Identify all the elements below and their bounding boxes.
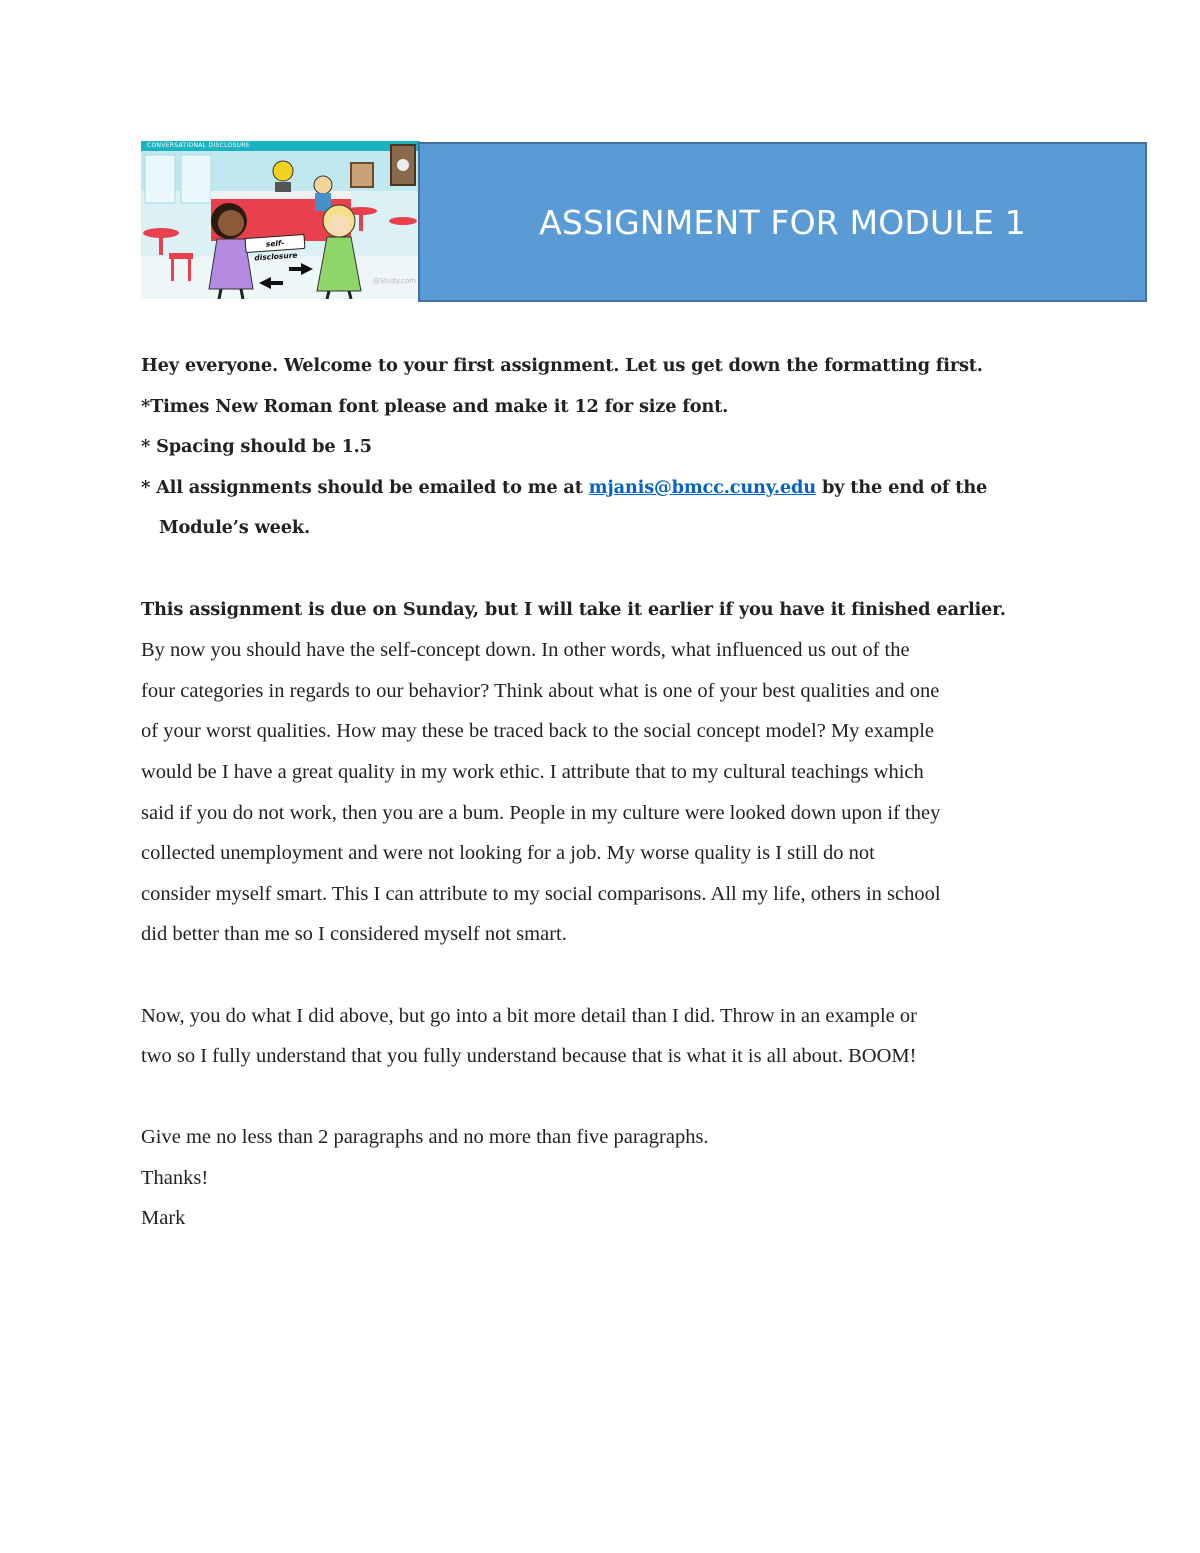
due-note: This assignment is due on Sunday, but I will take it earlier if you have it finished earlier. — [141, 598, 1006, 620]
title-banner — [418, 142, 1147, 302]
email-rule-tail: by the end of the — [815, 476, 988, 498]
paragraph2-line: two so I fully understand that you fully understand because that is what it is all about. BOOM! — [141, 1045, 917, 1068]
thanks-line: Thanks! — [141, 1166, 209, 1189]
spacer — [141, 955, 1081, 996]
image-caption: CONVERSATIONAL DISCLOSURE — [147, 142, 250, 149]
cartoon-scene-image — [141, 141, 420, 299]
paragraph2-line: Now, you do what I did above, but go into a bit more detail than I did. Throw in an example or — [141, 1004, 917, 1027]
paragraph1-line: By now you should have the self-concept down. In other words, what influenced us out of the — [141, 639, 910, 662]
self-disclosure-label: self-disclosure — [245, 234, 306, 253]
signature: Mark — [141, 1207, 186, 1230]
email-link[interactable]: mjanis@bmcc.cuny.edu — [588, 476, 816, 498]
paragraph1-line: said if you do not work, then you are a bum. People in my culture were looked down upon if they — [141, 801, 941, 824]
intro-line: Hey everyone. Welcome to your first assignment. Let us get down the formatting first. — [141, 355, 983, 376]
spacer — [141, 549, 1081, 590]
paragraph1-line: did better than me so I considered myself not smart. — [141, 923, 567, 946]
paragraph1-line: collected unemployment and were not looking for a job. My worse quality is I still do not — [141, 842, 875, 865]
spacer — [141, 1077, 1081, 1118]
paragraph1-line: of your worst qualities. How may these be traced back to the social concept model? My example — [141, 720, 934, 743]
paragraph1-line: four categories in regards to our behavior? Think about what is one of your best qualities and one — [141, 679, 940, 702]
header-illustration — [141, 141, 420, 299]
image-watermark: @Study.com — [372, 277, 416, 285]
document-body — [141, 346, 1081, 1239]
email-rule-line — [141, 468, 1081, 509]
email-rule-continuation: Module’s week. — [159, 517, 311, 539]
email-rule-text: * All assignments should be emailed to me at — [141, 476, 589, 498]
paragraph1-line: consider myself smart. This I can attribute to my social comparisons. All my life, others in school — [141, 882, 941, 905]
spacing-rule-line: * Spacing should be 1.5 — [141, 436, 372, 458]
paragraph1-line: would be I have a great quality in my work ethic. I attribute that to my cultural teachings which — [141, 760, 924, 783]
font-rule-line: *Times New Roman font please and make it 12 for size font. — [141, 395, 729, 417]
document-title: ASSIGNMENT FOR MODULE 1 — [539, 202, 1026, 242]
paragraph-requirement: Give me no less than 2 paragraphs and no more than five paragraphs. — [141, 1126, 709, 1149]
